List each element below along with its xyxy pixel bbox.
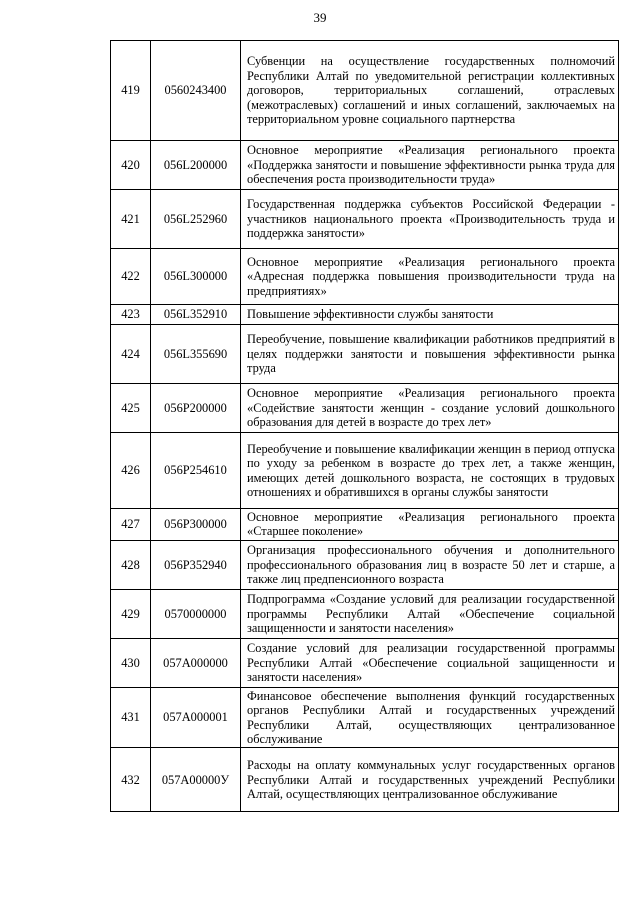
target-article-code: 056P300000	[151, 509, 241, 541]
expense-description: Основное мероприятие «Реализация регионального проекта «Содействие занятости женщин - создание условий дошкольного образования для детей в возрасте до трех лет»	[241, 384, 619, 433]
table-row	[111, 325, 619, 384]
row-number: 425	[111, 384, 151, 433]
expense-description: Повышение эффективности службы занятости	[241, 305, 619, 325]
row-number: 419	[111, 41, 151, 141]
row-number: 426	[111, 433, 151, 509]
row-number: 432	[111, 748, 151, 812]
target-article-code: 0560243400	[151, 41, 241, 141]
expense-description: Субвенции на осуществление государственных полномочий Республики Алтай по уведомительной регистрации коллективных договоров, территориальных соглашений, отраслевых (межотраслевых) соглашений и иных соглашений, заключаемых на территориальном уровне социального партнерства	[241, 41, 619, 141]
page-number: 39	[313, 10, 327, 25]
table-row	[111, 687, 619, 748]
target-article-code: 056P200000	[151, 384, 241, 433]
expense-description: Переобучение, повышение квалификации работников предприятий в целях поддержки занятости и повышения эффективности рынка труда	[241, 325, 619, 384]
row-number: 421	[111, 190, 151, 249]
row-number: 428	[111, 540, 151, 589]
table-row	[111, 540, 619, 589]
expense-description: Создание условий для реализации государственной программы Республики Алтай «Обеспечение социальной защищенности и занятости населения»	[241, 638, 619, 687]
row-number: 427	[111, 509, 151, 541]
target-article-code: 056L200000	[151, 141, 241, 190]
expense-description: Расходы на оплату коммунальных услуг государственных органов Республики Алтай и государственных учреждений Республики Алтай, осуществляющих централизованное обслуживание	[241, 748, 619, 812]
table-row	[111, 384, 619, 433]
table-row	[111, 190, 619, 249]
target-article-code: 056L355690	[151, 325, 241, 384]
expense-description: Финансовое обеспечение выполнения функций государственных органов Республики Алтай и государственных учреждений Республики Алтай, осуществляющих централизованное обслуживание	[241, 687, 619, 748]
expense-description: Переобучение и повышение квалификации женщин в период отпуска по уходу за ребенком в возрасте до трех лет, а также женщин, имеющих детей дошкольного возраста, не состоящих в трудовых отношениях и обратившихся в органы службы занятости	[241, 433, 619, 509]
table-row	[111, 141, 619, 190]
target-article-code: 0570000000	[151, 589, 241, 638]
expense-description: Организация профессионального обучения и дополнительного профессионального образования лиц в возрасте 50 лет и старше, а также лиц предпенсионного возраста	[241, 540, 619, 589]
table-row	[111, 433, 619, 509]
row-number: 424	[111, 325, 151, 384]
target-article-code: 056L352910	[151, 305, 241, 325]
target-article-code: 057A000001	[151, 687, 241, 748]
table-row	[111, 249, 619, 305]
target-article-code: 056P352940	[151, 540, 241, 589]
budget-codes-table	[110, 40, 619, 812]
row-number: 430	[111, 638, 151, 687]
target-article-code: 056L300000	[151, 249, 241, 305]
row-number: 420	[111, 141, 151, 190]
table-row	[111, 589, 619, 638]
table-row	[111, 509, 619, 541]
expense-description: Основное мероприятие «Реализация регионального проекта «Старшее поколение»	[241, 509, 619, 541]
expense-description: Основное мероприятие «Реализация регионального проекта «Адресная поддержка повышения производительности труда на предприятиях»	[241, 249, 619, 305]
expense-description: Основное мероприятие «Реализация регионального проекта «Поддержка занятости и повышение эффективности рынка труда для обеспечения роста производительности труда»	[241, 141, 619, 190]
table-row	[111, 748, 619, 812]
target-article-code: 056P254610	[151, 433, 241, 509]
expense-description: Государственная поддержка субъектов Российской Федерации - участников национального проекта «Производительность труда и поддержка занятости»	[241, 190, 619, 249]
table-row	[111, 305, 619, 325]
target-article-code: 056L252960	[151, 190, 241, 249]
target-article-code: 057A00000У	[151, 748, 241, 812]
table-row	[111, 41, 619, 141]
row-number: 429	[111, 589, 151, 638]
expense-description: Подпрограмма «Создание условий для реализации государственной программы Республики Алтай «Обеспечение социальной защищенности и занятости населения»	[241, 589, 619, 638]
row-number: 422	[111, 249, 151, 305]
row-number: 423	[111, 305, 151, 325]
table-row	[111, 638, 619, 687]
target-article-code: 057A000000	[151, 638, 241, 687]
row-number: 431	[111, 687, 151, 748]
